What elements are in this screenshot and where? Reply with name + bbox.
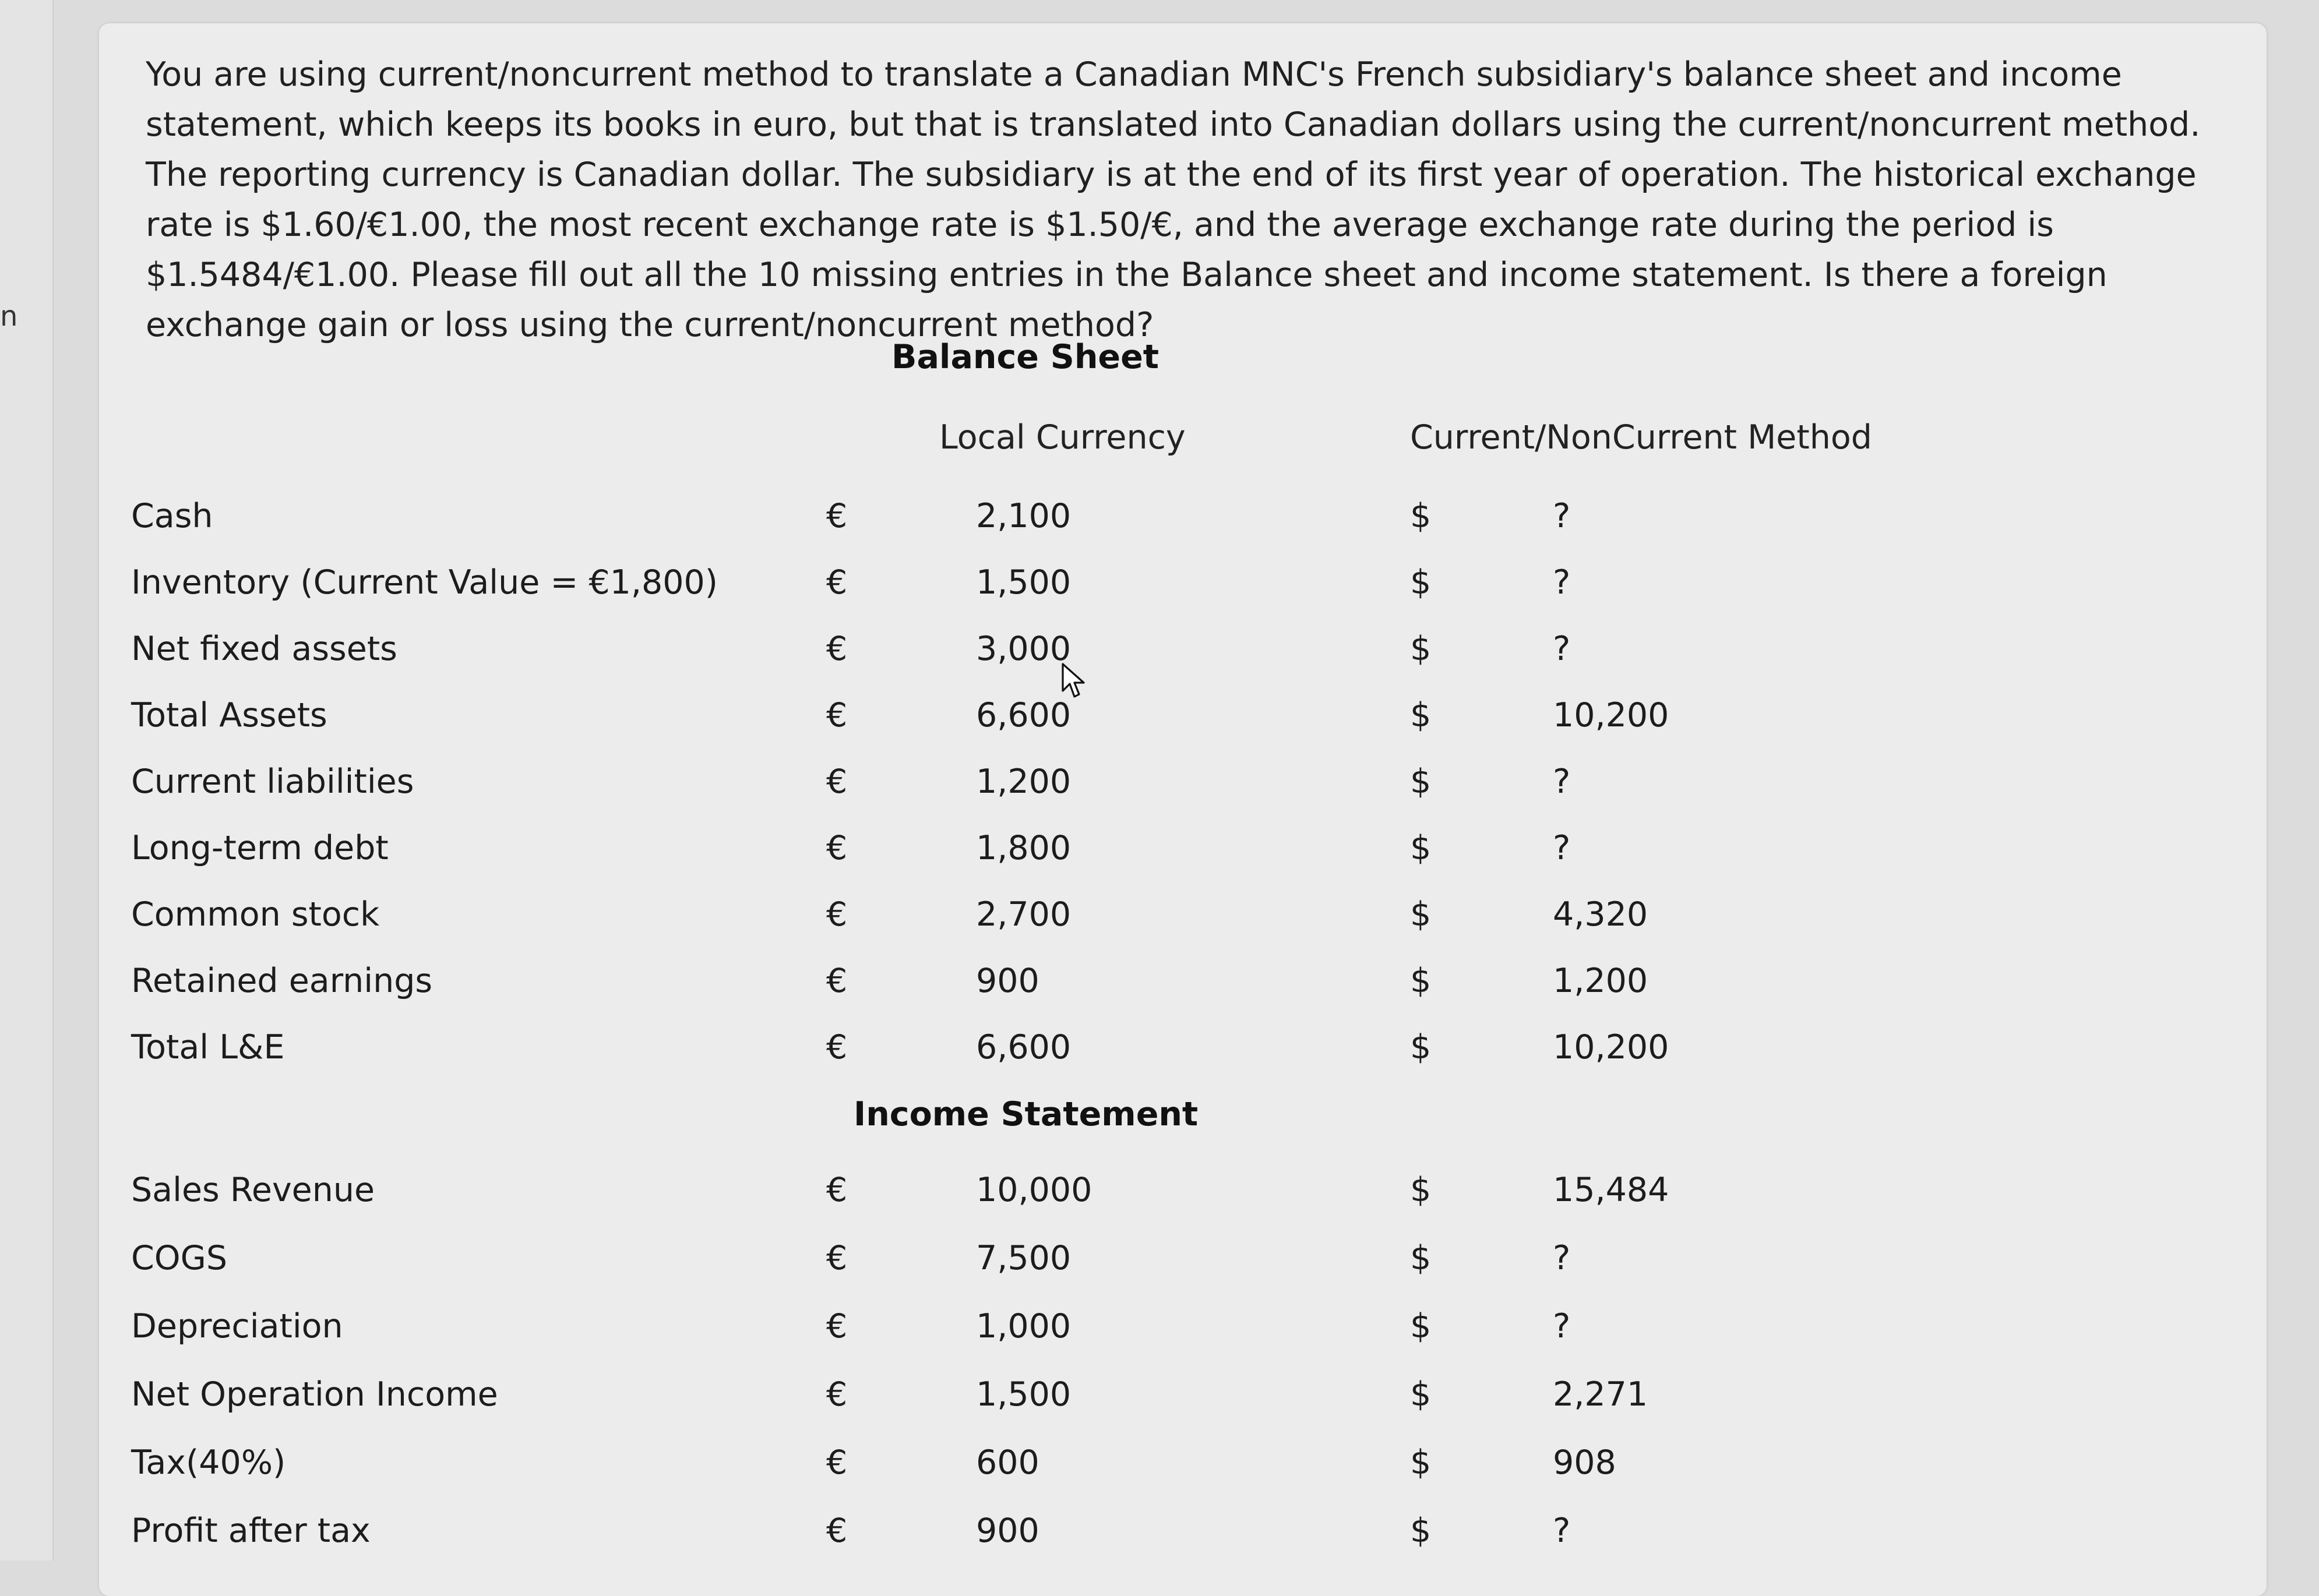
local-amount: 600 (976, 1443, 1039, 1482)
row-label: Cash (131, 497, 213, 535)
balance-sheet-title: Balance Sheet (891, 338, 1159, 376)
row-label: Depreciation (131, 1307, 343, 1346)
table-row (0, 563, 2319, 616)
question-text: You are using current/noncurrent method to translate a Canadian MNC's French subsidiary's balance sheet and income statement, which keeps its books in euro, but that is translated into Canadian dollars using the current/noncurrent method. The reporting currency is Canadian dollar. The subsidiary is at the end of its first year of operation. The historical exchange rate is $1.60/€1.00, the most recent exchange rate is $1.50/€, and the average exchange rate during the period is $1.5484/€1.00. Please fill out all the 10 missing entries in the Balance sheet and income statement. Is there a foreign exchange gain or loss using the current/noncurrent method? (146, 55, 2201, 344)
table-row (0, 1512, 2319, 1564)
dollar-sign: $ (1410, 1375, 1432, 1414)
euro-sign: € (826, 1171, 848, 1209)
local-currency-header: Local Currency (939, 418, 1186, 457)
table-row (0, 895, 2319, 948)
dollar-sign: $ (1410, 563, 1432, 602)
table-row (0, 1028, 2319, 1081)
translated-amount: 10,200 (1553, 1028, 1669, 1067)
euro-sign: € (826, 1239, 848, 1277)
translated-amount: ? (1553, 563, 1571, 602)
row-label: Profit after tax (131, 1512, 371, 1550)
local-amount: 900 (976, 962, 1039, 1000)
row-label: Current liabilities (131, 762, 414, 801)
translated-amount: ? (1553, 1239, 1571, 1277)
table-row (0, 762, 2319, 815)
euro-sign: € (826, 1307, 848, 1346)
table-row (0, 962, 2319, 1014)
dollar-sign: $ (1410, 762, 1432, 801)
translated-amount: 4,320 (1553, 895, 1648, 934)
euro-sign: € (826, 563, 848, 602)
euro-sign: € (826, 1512, 848, 1550)
local-amount: 1,800 (976, 829, 1072, 867)
row-label: Sales Revenue (131, 1171, 375, 1209)
dollar-sign: $ (1410, 1512, 1432, 1550)
translated-amount: ? (1553, 829, 1571, 867)
table-row (0, 630, 2319, 682)
dollar-sign: $ (1410, 696, 1432, 735)
row-label: Total Assets (131, 696, 327, 735)
local-amount: 6,600 (976, 1028, 1072, 1067)
translated-amount: ? (1553, 630, 1571, 668)
translated-amount: ? (1553, 1512, 1571, 1550)
euro-sign: € (826, 1028, 848, 1067)
row-label: Inventory (Current Value = €1,800) (131, 563, 718, 602)
local-amount: 900 (976, 1512, 1039, 1550)
mouse-cursor-icon (1062, 663, 1087, 699)
table-row (0, 1239, 2319, 1291)
local-amount: 2,100 (976, 497, 1072, 535)
translated-amount: 1,200 (1553, 962, 1648, 1000)
row-label: Net fixed assets (131, 630, 397, 668)
table-row (0, 497, 2319, 549)
current-noncurrent-header: Current/NonCurrent Method (1410, 418, 1872, 457)
local-amount: 1,200 (976, 762, 1072, 801)
dollar-sign: $ (1410, 1307, 1432, 1346)
translated-amount: 908 (1553, 1443, 1616, 1482)
local-amount: 10,000 (976, 1171, 1092, 1209)
table-row (0, 1307, 2319, 1360)
local-amount: 1,500 (976, 563, 1072, 602)
row-label: Tax(40%) (131, 1443, 286, 1482)
dollar-sign: $ (1410, 962, 1432, 1000)
euro-sign: € (826, 497, 848, 535)
translated-amount: ? (1553, 1307, 1571, 1346)
dollar-sign: $ (1410, 1443, 1432, 1482)
table-row (0, 1375, 2319, 1428)
euro-sign: € (826, 829, 848, 867)
euro-sign: € (826, 762, 848, 801)
euro-sign: € (826, 895, 848, 934)
local-amount: 6,600 (976, 696, 1072, 735)
euro-sign: € (826, 1443, 848, 1482)
euro-sign: € (826, 696, 848, 735)
translated-amount: 15,484 (1553, 1171, 1669, 1209)
local-amount: 1,000 (976, 1307, 1072, 1346)
euro-sign: € (826, 1375, 848, 1414)
euro-sign: € (826, 630, 848, 668)
table-row (0, 829, 2319, 881)
table-row (0, 1443, 2319, 1496)
local-amount: 1,500 (976, 1375, 1072, 1414)
translated-amount: ? (1553, 497, 1571, 535)
local-amount: 7,500 (976, 1239, 1072, 1277)
row-label: Common stock (131, 895, 380, 934)
translated-amount: 10,200 (1553, 696, 1669, 735)
dollar-sign: $ (1410, 1171, 1432, 1209)
dollar-sign: $ (1410, 895, 1432, 934)
translated-amount: ? (1553, 762, 1571, 801)
dollar-sign: $ (1410, 1028, 1432, 1067)
left-panel-edge-text: n (0, 300, 18, 333)
table-row (0, 1171, 2319, 1223)
row-label: Retained earnings (131, 962, 433, 1000)
dollar-sign: $ (1410, 497, 1432, 535)
table-row (0, 696, 2319, 748)
income-statement-title: Income Statement (854, 1095, 1199, 1134)
local-amount: 3,000 (976, 630, 1072, 668)
row-label: Net Operation Income (131, 1375, 498, 1414)
dollar-sign: $ (1410, 1239, 1432, 1277)
row-label: Long-term debt (131, 829, 389, 867)
row-label: COGS (131, 1239, 228, 1277)
row-label: Total L&E (131, 1028, 285, 1067)
local-amount: 2,700 (976, 895, 1072, 934)
dollar-sign: $ (1410, 630, 1432, 668)
euro-sign: € (826, 962, 848, 1000)
translated-amount: 2,271 (1553, 1375, 1648, 1414)
dollar-sign: $ (1410, 829, 1432, 867)
